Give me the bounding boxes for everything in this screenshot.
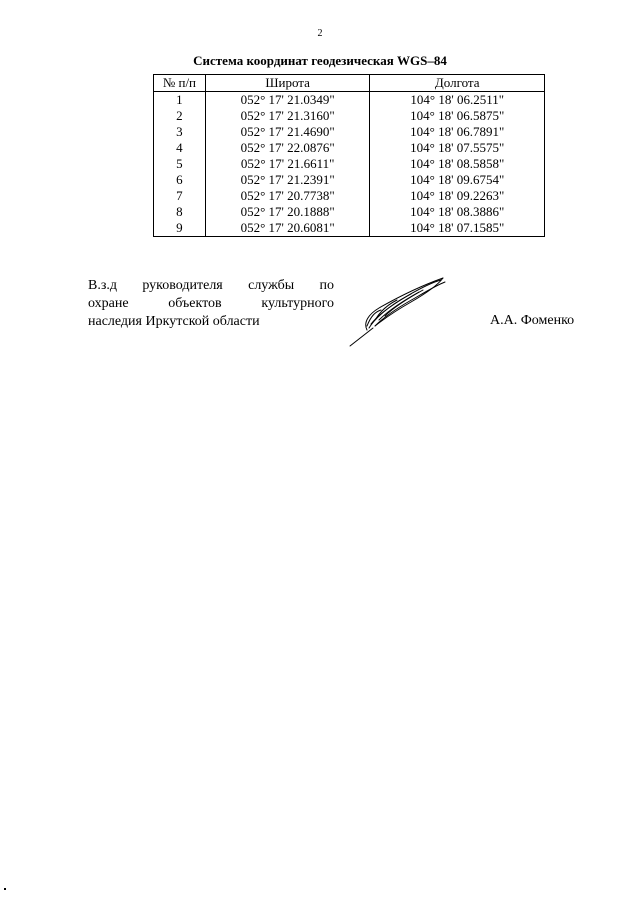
signer-position-line: В.з.д руководителя службы по [88,278,334,293]
table-row [154,204,545,220]
cell-longitude: 104° 18' 07.1585" [370,220,545,237]
table-row [154,140,545,156]
cell-number: 9 [154,220,206,237]
header-latitude: Широта [205,75,370,92]
cell-latitude: 052° 17' 21.2391" [205,172,370,188]
cell-longitude: 104° 18' 06.7891" [370,124,545,140]
cell-latitude: 052° 17' 21.3160" [205,108,370,124]
table-row [154,156,545,172]
signer-position-line: охране объектов культурного [88,296,334,311]
table-row [154,124,545,140]
handwritten-signature-icon [345,270,455,350]
signer-name: А.А. Фоменко [490,313,575,328]
header-longitude: Долгота [370,75,545,92]
cell-number: 4 [154,140,206,156]
scan-dot [4,888,6,890]
cell-latitude: 052° 17' 21.4690" [205,124,370,140]
page-number: 2 [317,28,323,39]
cell-number: 5 [154,156,206,172]
cell-longitude: 104° 18' 06.5875" [370,108,545,124]
cell-number: 7 [154,188,206,204]
cell-longitude: 104° 18' 09.2263" [370,188,545,204]
cell-latitude: 052° 17' 21.0349" [205,92,370,109]
table-row [154,188,545,204]
cell-number: 8 [154,204,206,220]
cell-latitude: 052° 17' 20.1888" [205,204,370,220]
cell-latitude: 052° 17' 20.7738" [205,188,370,204]
signer-position-line: наследия Иркутской области [88,314,260,329]
signer-position [88,277,334,331]
cell-number: 3 [154,124,206,140]
cell-number: 6 [154,172,206,188]
table-row [154,108,545,124]
cell-latitude: 052° 17' 22.0876" [205,140,370,156]
cell-longitude: 104° 18' 08.3886" [370,204,545,220]
coordinates-table [153,74,545,237]
cell-longitude: 104° 18' 07.5575" [370,140,545,156]
cell-longitude: 104° 18' 06.2511" [370,92,545,109]
header-number: № п/п [154,75,206,92]
cell-number: 1 [154,92,206,109]
table-row [154,92,545,109]
cell-number: 2 [154,108,206,124]
table-title: Система координат геодезическая WGS–84 [193,53,447,68]
table-row [154,220,545,237]
cell-longitude: 104° 18' 08.5858" [370,156,545,172]
table-row [154,172,545,188]
table-header-row [154,75,545,92]
cell-latitude: 052° 17' 20.6081" [205,220,370,237]
cell-longitude: 104° 18' 09.6754" [370,172,545,188]
cell-latitude: 052° 17' 21.6611" [205,156,370,172]
